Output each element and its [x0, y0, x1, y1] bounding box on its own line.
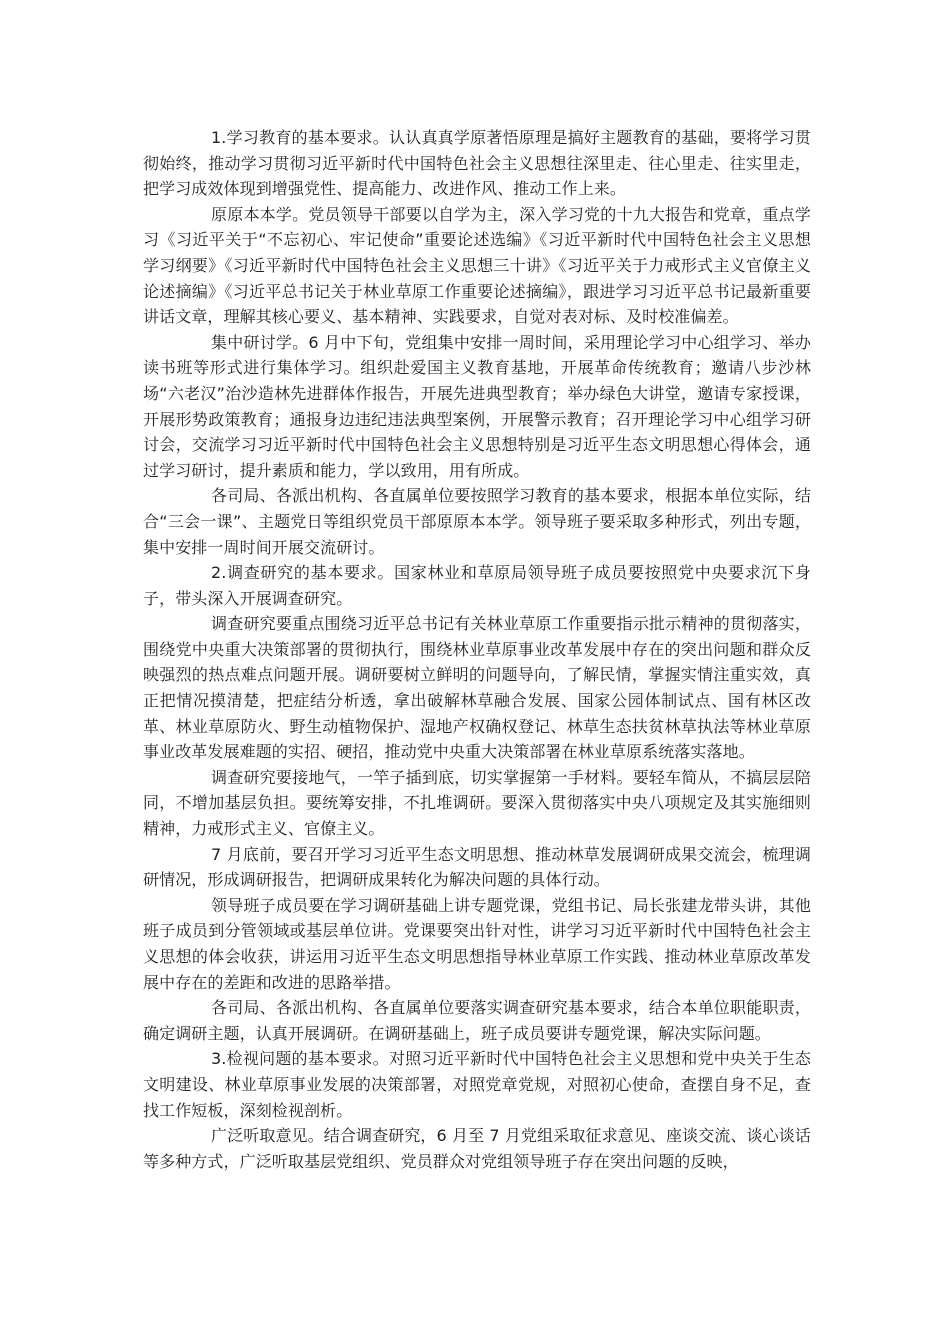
paragraph-units-research: 各司局、各派出机构、各直属单位要落实调查研究基本要求，结合本单位职能职责，确定调研主题，认真开展调研。在调研基础上，班子成员要讲专题党课，解决实际问题。: [143, 998, 811, 1043]
paragraph-listen-opinions: 广泛听取意见。结合调查研究，6 月至 7 月党组采取征求意见、座谈交流、谈心谈话等多种方式，广泛听取基层党组织、党员群众对党组领导班子存在突出问题的反映，: [143, 1126, 811, 1171]
paragraph-research-focus: 调查研究要重点围绕习近平总书记有关林业草原工作重要指示批示精神的贯彻落实，围绕党中央重大决策部署的贯彻执行，围绕林业草原事业改革发展中存在的突出问题和群众反映强烈的热点难点问题开展。调研要树立鲜明的问题导向，了解民情，掌握实情注重实效，真正把情况摸清楚，把症结分析透，拿出破解林草融合发展、国家公园体制试点、国有林区改革、林业草原防火、野生动植物保护、湿地产权确权登记、林草生态扶贫林草执法等林业草原事业改革发展难题的实招、硬招，推动党中央重大决策部署在林业草原系统落实落地。: [143, 614, 811, 762]
paragraph-july-exchange: 7 月底前，要召开学习习近平生态文明思想、推动林草发展调研成果交流会，梳理调研情况，形成调研报告，把调研成果转化为解决问题的具体行动。: [143, 844, 811, 890]
paragraph-research-grounded: 调查研究要接地气，一竿子插到底，切实掌握第一手材料。要轻车简从，不搞层层陪同，不增加基层负担。要统筹安排，不扎堆调研。要深入贯彻落实中央八项规定及其实施细则精神，力戒形式主义、官僚主义。: [143, 767, 811, 839]
paragraph-learning-requirements: 1.学习教育的基本要求。认认真真学原著悟原理是搞好主题教育的基础，要将学习贯彻始终，推动学习贯彻习近平新时代中国特色社会主义思想往深里走、往心里走、往实里走，把学习成效体现到增强党性、提高能力、改进作风、推动工作上来。: [143, 128, 811, 199]
document-body: [143, 125, 811, 1174]
paragraph-original-study: 原原本本学。党员领导干部要以自学为主，深入学习党的十九大报告和党章，重点学习《习近平关于“不忘初心、牢记使命”重要论述选编》《习近平新时代中国特色社会主义思想学习纲要》《习近平新时代中国特色社会主义思想三十讲》《习近平关于力戒形式主义官僚主义论述摘编》《习近平总书记关于林业草原工作重要论述摘编》，跟进学习习近平总书记最新重要讲话文章，理解其核心要义、基本精神、实践要求，自觉对表对标、及时校准偏差。: [143, 204, 811, 327]
paragraph-research-requirements: 2.调查研究的基本要求。国家林业和草原局领导班子成员要按照党中央要求沉下身子，带头深入开展调查研究。: [143, 563, 811, 608]
paragraph-centralized-discussion: 集中研讨学。6 月中下旬，党组集中安排一周时间，采用理论学习中心组学习、举办读书班等形式进行集体学习。组织赴爱国主义教育基地，开展革命传统教育；邀请八步沙林场“六老汉”治沙造林先进群体作报告，开展先进典型教育；举办绿色大讲堂，邀请专家授课，开展形势政策教育；通报身边违纪违法典型案例，开展警示教育；召开理论学习中心组学习研讨会，交流学习习近平新时代中国特色社会主义思想特别是习近平生态文明思想心得体会，通过学习研讨，提升素质和能力，学以致用，用有所成。: [143, 332, 811, 480]
paragraph-units-learning: 各司局、各派出机构、各直属单位要按照学习教育的基本要求，根据本单位实际，结合“三会一课”、主题党日等组织党员干部原原本本学。领导班子要采取多种形式，列出专题，集中安排一周时间开展交流研讨。: [143, 486, 811, 557]
paragraph-party-lectures: 领导班子成员要在学习调研基础上讲专题党课，党组书记、局长张建龙带头讲，其他班子成员到分管领域或基层单位讲。党课要突出针对性，讲学习习近平新时代中国特色社会主义思想的体会收获，讲运用习近平生态文明思想指导林业草原工作实践、推动林业草原改革发展中存在的差距和改进的思路举措。: [143, 895, 811, 992]
paragraph-examination-requirements: 3.检视问题的基本要求。对照习近平新时代中国特色社会主义思想和党中央关于生态文明建设、林业草原事业发展的决策部署，对照党章党规，对照初心使命，查摆自身不足，查找工作短板，深刻检视剖析。: [143, 1049, 811, 1120]
